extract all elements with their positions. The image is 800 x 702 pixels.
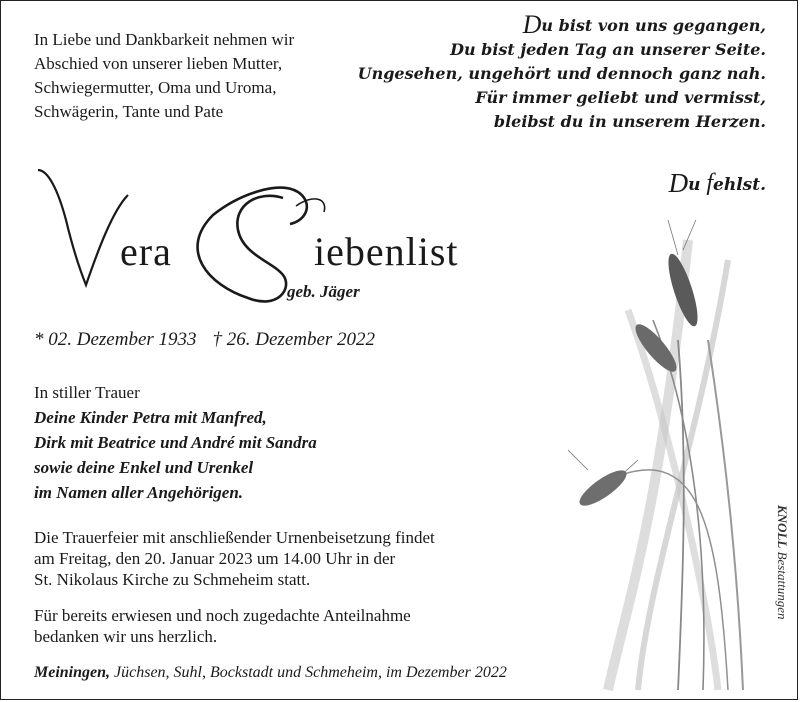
wheat-ear — [575, 465, 631, 512]
poem-line: Für immer geliebt und vermisst, — [475, 88, 766, 107]
last-initial: S — [288, 271, 296, 286]
undertaker-name: KNOLL — [775, 505, 790, 549]
intro-line: Schwiegermutter, Oma und Uroma, — [34, 78, 277, 97]
ceremony-line: am Freitag, den 20. Januar 2023 um 14.00 Uhr in der — [34, 549, 396, 568]
poem-first-line: u bist von uns gegangen, — [541, 16, 766, 35]
mourner-line: sowie deine Enkel und Urenkel — [34, 458, 254, 477]
stem — [678, 340, 684, 690]
awn — [568, 450, 638, 478]
closing-phrase — [669, 170, 766, 197]
place-main: Meiningen, — [34, 664, 111, 681]
mourner-line: Deine Kinder Petra mit Manfred, — [34, 408, 267, 427]
v-flourish — [38, 170, 128, 285]
ceremony-info — [34, 527, 554, 590]
death-date: † 26. Dezember 2022 — [212, 329, 376, 350]
stem — [608, 470, 728, 690]
place-date-line — [34, 664, 507, 682]
mourner-line: Dirk mit Beatrice und André mit Sandra — [34, 433, 317, 452]
first-name-rest: era — [120, 229, 172, 274]
intro-text — [34, 28, 394, 124]
poem — [346, 12, 766, 134]
closing-fancy-letter: f — [706, 170, 714, 196]
first-initial: V — [78, 271, 89, 286]
mourning-intro: In stiller Trauer — [34, 383, 140, 402]
poem-line: Du bist jeden Tag an unserer Seite. — [450, 40, 766, 59]
intro-line: In Liebe und Dankbarkeit nehmen wir — [34, 30, 295, 49]
deceased-name — [28, 150, 498, 310]
poem-initial: D — [522, 10, 542, 39]
wheat-illustration — [568, 220, 768, 700]
poem-line — [346, 12, 766, 38]
stem — [653, 320, 704, 690]
closing-part: u — [688, 175, 707, 195]
thanks-line: bedanken wir uns herzlich. — [34, 627, 218, 646]
s-swirl — [296, 199, 325, 212]
closing-initial: D — [668, 168, 689, 198]
undertaker-credit — [774, 505, 790, 619]
closing-part: ehlst. — [713, 175, 766, 195]
thanks-line: Für bereits erwiesen und noch zugedachte Anteilnahme — [34, 606, 411, 625]
poem-line: bleibst du in unserem Herzen. — [493, 112, 766, 131]
mourners-block — [34, 380, 317, 505]
poem-line: Ungesehen, ungehört und dennoch ganz nah. — [357, 64, 766, 83]
intro-line: Abschied von unserer lieben Mutter, — [34, 54, 283, 73]
ceremony-line: St. Nikolaus Kirche zu Schmeheim statt. — [34, 570, 311, 589]
undertaker-rest: Bestattungen — [775, 548, 790, 620]
awn — [668, 220, 698, 255]
birth-date: * 02. Dezember 1933 — [34, 329, 197, 350]
life-dates — [34, 329, 375, 351]
intro-line: Schwägerin, Tante und Pate — [34, 102, 224, 121]
last-name-rest: iebenlist — [314, 229, 459, 274]
mourner-line: im Namen aller Angehörigen. — [34, 483, 244, 502]
maiden-name: geb. Jäger — [287, 282, 360, 301]
thanks-text — [34, 605, 554, 647]
place-rest: Jüchsen, Suhl, Bockstadt und Schmeheim, im Dezember 2022 — [110, 664, 507, 681]
ceremony-line: Die Trauerfeier mit anschließender Urnenbeisetzung findet — [34, 528, 435, 547]
